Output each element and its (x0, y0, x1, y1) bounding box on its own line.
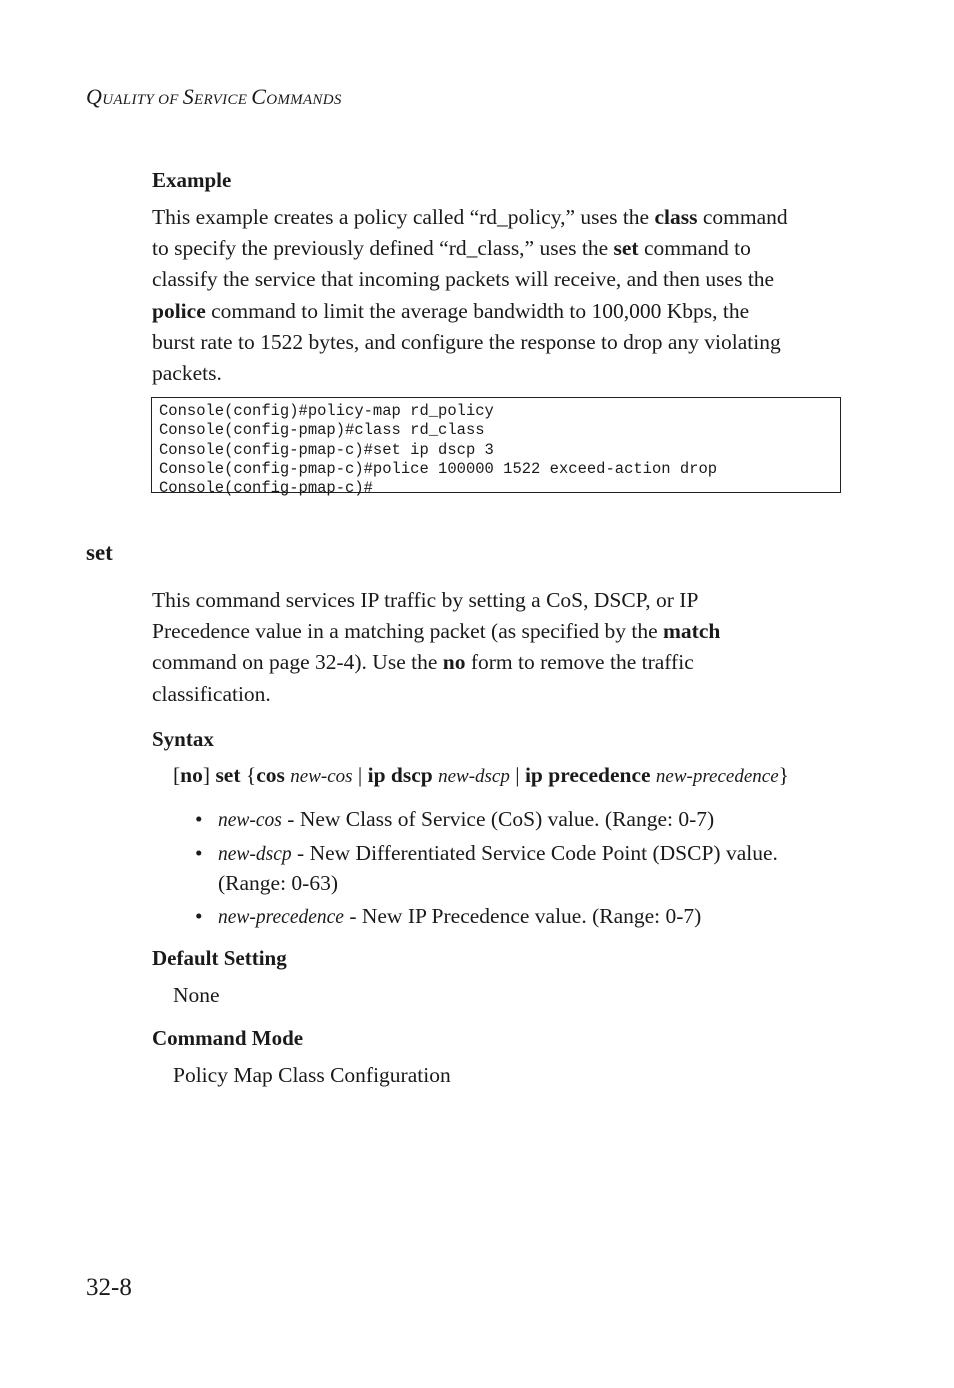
code-line: Console(config-pmap-c)#police 100000 1522 exceed-action drop (159, 459, 718, 478)
example-heading: Example (152, 168, 232, 192)
command-title: set (86, 540, 113, 565)
default-setting-heading: Default Setting (152, 946, 287, 970)
command-mode-heading: Command Mode (152, 1026, 304, 1050)
command-mode-value: Policy Map Class Configuration (173, 1063, 451, 1087)
command-description: This command services IP traffic by setting a CoS, DSCP, or IP Precedence value in a matching packet (as specified by the match command on page 32-4). Use the no form to remove the traffic classification. (152, 588, 721, 706)
bullet-icon: • (195, 904, 203, 928)
code-line: Console(config-pmap)#class rd_class (159, 421, 485, 440)
example-description: This example creates a policy called “rd_policy,” uses the class command to specify the previously defined “rd_class,” uses the set command to classify the service that incoming packets will receive, and then uses the police command to limit the average bandwidth to 100,000 Kbps, the burst rate to 1522 bytes, and configure the response to drop any violating packets. (152, 205, 788, 386)
syntax-param-new-dscp: • new-dscp - New Differentiated Service Code Point (DSCP) value. (Range: 0-63) (195, 841, 778, 895)
example-code-block (151, 397, 841, 498)
running-header: QUALITY OF SERVICE COMMANDS (86, 84, 342, 109)
syntax-param-new-precedence: • new-precedence - New IP Precedence value. (Range: 0-7) (218, 902, 701, 932)
bullet-icon: • (195, 807, 203, 831)
syntax-heading: Syntax (152, 727, 214, 751)
code-line: Console(config-pmap-c)# (159, 479, 373, 498)
code-line: Console(config)#policy-map rd_policy (159, 402, 494, 420)
code-line: Console(config-pmap-c)#set ip dscp 3 (159, 440, 494, 459)
syntax-line: [no] set {cos new-cos | ip dscp new-dscp | ip precedence new-precedence} (173, 763, 789, 787)
bullet-icon: • (195, 841, 203, 865)
default-setting-value: None (173, 983, 220, 1007)
page-number: 32-8 (86, 1274, 132, 1301)
syntax-param-new-cos: • new-cos - New Class of Service (CoS) value. (Range: 0-7) (218, 805, 714, 835)
